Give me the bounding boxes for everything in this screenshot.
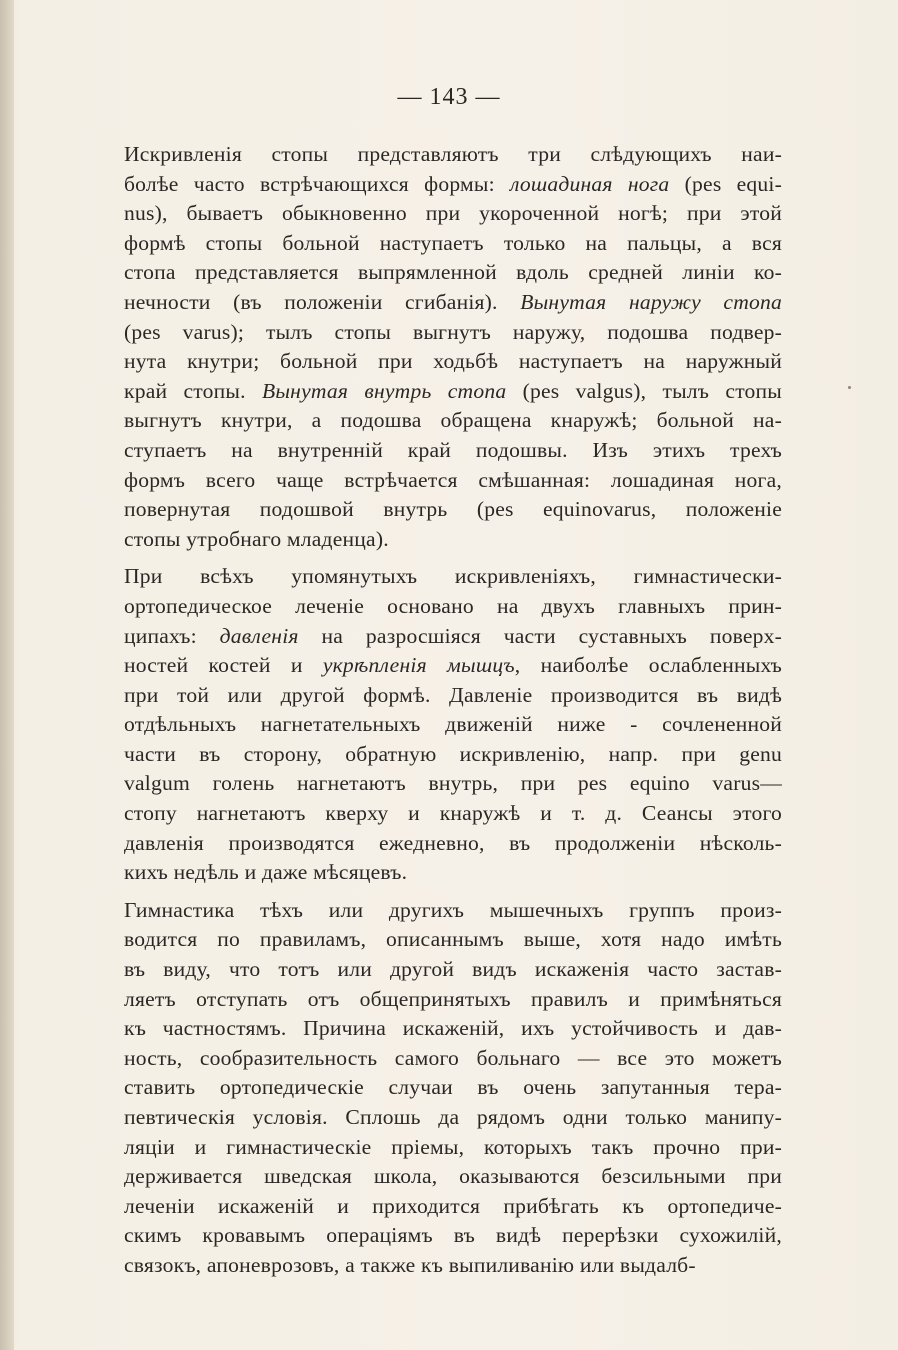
text-line xyxy=(124,1162,782,1192)
text-line xyxy=(124,140,782,170)
text-run: ортопедическое леченіе основано на двухъ главныхъ прин- xyxy=(124,593,782,618)
text-line xyxy=(124,347,782,377)
text-run: ляціи и гимнастическіе пріемы, которыхъ такъ прочно при- xyxy=(124,1134,782,1159)
text-line xyxy=(124,955,782,985)
text-run: части въ сторону, обратную искривленію, напр. при genu xyxy=(124,741,782,766)
text-run: стопа представляется выпрямленной вдоль средней линіи ко- xyxy=(124,260,782,285)
paragraph xyxy=(124,140,782,554)
text-run: край стопы. xyxy=(124,378,262,403)
text-line xyxy=(124,710,782,740)
text-line xyxy=(124,199,782,229)
text-line xyxy=(124,1044,782,1074)
body-text xyxy=(124,140,782,1289)
text-line xyxy=(124,740,782,770)
text-line xyxy=(124,1133,782,1163)
text-run: (pes varus); тылъ стопы выгнутъ наружу, подошва подвер- xyxy=(124,319,782,344)
text-line xyxy=(124,896,782,926)
text-run: связокъ, апоневрозовъ, а также къ выпиливанію или выдалб- xyxy=(124,1252,696,1277)
text-run: при той или другой формѣ. Давленіе производится въ видѣ xyxy=(124,682,782,707)
paragraph xyxy=(124,562,782,888)
text-line xyxy=(124,258,782,288)
text-line xyxy=(124,562,782,592)
text-run: повернутая подошвой внутрь (pes equinovarus, положеніе xyxy=(124,497,782,522)
text-line xyxy=(124,288,782,318)
text-line xyxy=(124,318,782,348)
text-line xyxy=(124,1103,782,1133)
text-run: При всѣхъ упомянутыхъ искривленіяхъ, гимнастически- xyxy=(124,564,782,589)
text-run: нута кнутри; больной при ходьбѣ наступаетъ на наружный xyxy=(124,349,782,374)
text-run: водится по правиламъ, описаннымъ выше, хотя надо имѣть xyxy=(124,927,782,952)
text-run: (pes valgus), тылъ стопы xyxy=(506,378,782,403)
text-line xyxy=(124,1221,782,1251)
text-run: къ частностямъ. Причина искаженій, ихъ устойчивость и дав- xyxy=(124,1016,782,1041)
text-line xyxy=(124,925,782,955)
text-line xyxy=(124,466,782,496)
text-run: леченіи искаженій и приходится прибѣгать къ ортопедиче- xyxy=(124,1193,782,1218)
text-line xyxy=(124,436,782,466)
text-run: держивается шведская школа, оказываются безсильными при xyxy=(124,1164,782,1189)
emphasis-term: Вынутая внутрь стопа xyxy=(261,378,507,403)
text-line xyxy=(124,1251,782,1281)
text-run: ставить ортопедическіе случаи въ очень запутанныя тера- xyxy=(124,1075,782,1100)
emphasis-term: укрѣпленія мышцъ xyxy=(322,653,515,678)
text-run: (pes equi- xyxy=(669,171,782,196)
text-line xyxy=(124,1073,782,1103)
text-line xyxy=(124,651,782,681)
text-line xyxy=(124,985,782,1015)
text-line xyxy=(124,829,782,859)
text-run: , наиболѣе ослабленныхъ xyxy=(514,653,782,678)
text-line xyxy=(124,1192,782,1222)
text-line xyxy=(124,858,782,888)
text-run: скимъ кровавымъ операціямъ въ видѣ перерѣзки сухожилій, xyxy=(124,1223,782,1248)
text-line xyxy=(124,592,782,622)
text-run: ципахъ: xyxy=(124,623,220,648)
text-line xyxy=(124,1014,782,1044)
text-run: ляетъ отступать отъ общепринятыхъ правилъ и примѣняться xyxy=(124,986,782,1011)
page-number: — 143 — xyxy=(397,84,501,110)
text-line xyxy=(124,622,782,652)
text-run: отдѣльныхъ нагнетательныхъ движеній ниже - сочлененной xyxy=(124,712,782,737)
text-run: ность, сообразительность самого больнаго — все это можетъ xyxy=(124,1045,782,1070)
text-run: на разросшіяся части суставныхъ поверх- xyxy=(298,623,782,648)
text-run: ностей костей и xyxy=(124,653,323,678)
text-run: формѣ стопы больной наступаетъ только на пальцы, а вся xyxy=(124,230,782,255)
text-run: болѣе часто встрѣчающихся формы: xyxy=(124,171,511,196)
emphasis-term: Вынутая наружу стопа xyxy=(520,289,782,314)
text-line xyxy=(124,377,782,407)
text-run: въ виду, что тотъ или другой видъ искаженія часто застав- xyxy=(124,957,782,982)
text-line xyxy=(124,681,782,711)
text-run: Гимнастика тѣхъ или другихъ мышечныхъ группъ произ- xyxy=(124,897,782,922)
text-line xyxy=(124,406,782,436)
page-spine-shadow xyxy=(0,0,14,1350)
text-run: нечности (въ положеніи сгибанія). xyxy=(124,289,521,314)
text-run: ступаетъ на внутренній край подошвы. Изъ этихъ трехъ xyxy=(124,437,782,462)
text-run: выгнутъ кнутри, а подошва обращена кнаружѣ; больной на- xyxy=(124,408,782,433)
text-run: Искривленія стопы представляютъ три слѣдующихъ наи- xyxy=(124,142,782,166)
text-run: певтическія условія. Сплошь да рядомъ одни только манипу- xyxy=(124,1105,782,1129)
text-run: формъ всего чаще встрѣчается смѣшанная: лошадиная нога, xyxy=(124,467,782,492)
emphasis-term: лошадиная нога xyxy=(510,171,670,196)
text-run: nus), бываетъ обыкновенно при укороченной ногѣ; при этой xyxy=(124,201,782,226)
text-line xyxy=(124,799,782,829)
text-line xyxy=(124,170,782,200)
text-line xyxy=(124,769,782,799)
text-run: давленія производятся ежедневно, въ продолженіи нѣсколь- xyxy=(124,830,782,855)
text-run: кихъ недѣль и даже мѣсяцевъ. xyxy=(124,860,408,885)
text-run: стопу нагнетаютъ кверху и кнаружѣ и т. д. Сеансы этого xyxy=(124,801,782,826)
text-line xyxy=(124,229,782,259)
text-line xyxy=(124,525,782,555)
paragraph xyxy=(124,896,782,1281)
emphasis-term: давленія xyxy=(219,623,299,648)
text-run: стопы утробнаго младенца). xyxy=(124,526,389,551)
paper-speck xyxy=(848,386,851,389)
text-line xyxy=(124,495,782,525)
text-run: valgum голень нагнетаютъ внутрь, при pes equino varus— xyxy=(124,771,782,796)
